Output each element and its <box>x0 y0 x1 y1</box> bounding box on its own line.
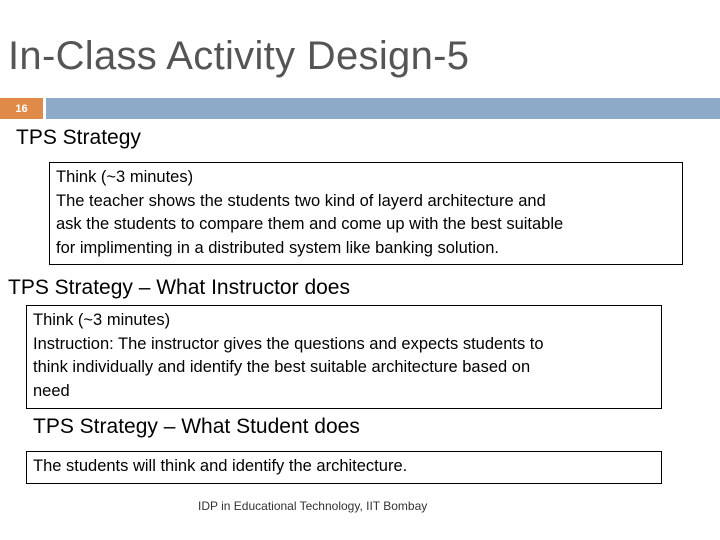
think-box-student <box>26 451 662 484</box>
box-line: Think (~3 minutes) <box>56 168 194 186</box>
think-box-teacher <box>49 162 683 265</box>
box-line: The teacher shows the students two kind of layerd architecture and <box>56 191 546 210</box>
box-line: The students will think and identify the architecture. <box>33 457 408 475</box>
footer-text: IDP in Educational Technology, IIT Bombay <box>198 499 428 513</box>
box-line: for implimenting in a distributed system like banking solution. <box>56 238 499 257</box>
box-line: Instruction: The instructor gives the questions and expects students to <box>33 334 544 353</box>
box-line: Think (~3 minutes) <box>33 311 171 329</box>
box-line: think individually and identify the best suitable architecture based on <box>33 358 531 376</box>
think-box-instructor <box>26 305 662 409</box>
box-line: need <box>33 381 70 400</box>
section-heading-instructor: TPS Strategy – What Instructor does <box>8 276 350 299</box>
slide-number-badge: 16 <box>0 98 43 119</box>
slide-title: In-Class Activity Design-5 <box>8 34 470 78</box>
section-heading-tps-strategy: TPS Strategy <box>16 126 141 149</box>
header-bar <box>46 98 720 119</box>
section-heading-student: TPS Strategy – What Student does <box>33 415 360 438</box>
box-line: ask the students to compare them and come up with the best suitable <box>56 215 564 233</box>
